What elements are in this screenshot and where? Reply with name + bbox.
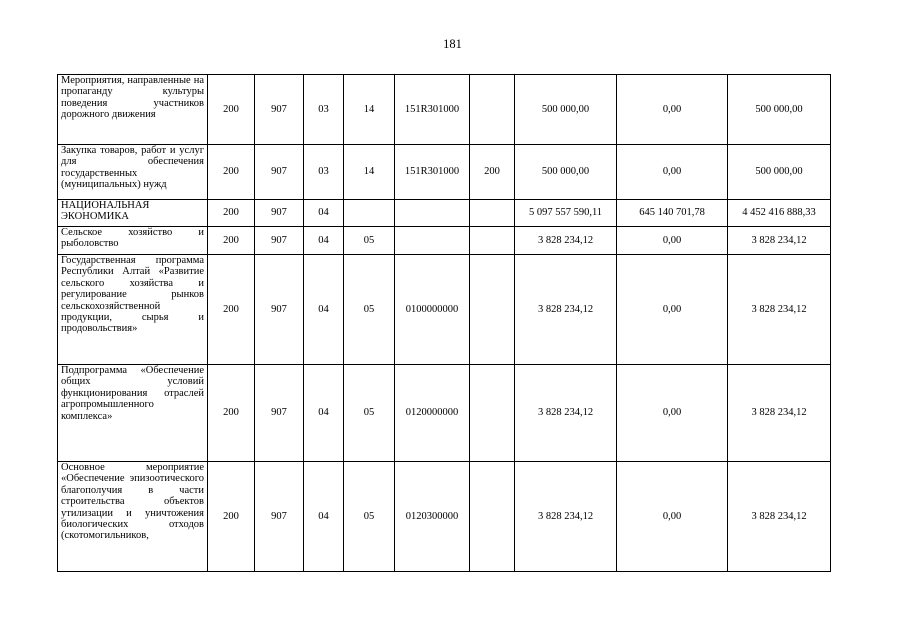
admin-code: 200 — [208, 227, 255, 255]
section-code: 04 — [304, 200, 344, 227]
federal-amount: 645 140 701,78 — [617, 200, 728, 227]
ministry-code: 907 — [255, 75, 304, 145]
expense-type-code — [470, 75, 515, 145]
target-article-code: 0100000000 — [395, 255, 470, 365]
regional-amount: 4 452 416 888,33 — [728, 200, 831, 227]
table-row — [58, 365, 831, 462]
total-amount: 500 000,00 — [515, 75, 617, 145]
section-code: 04 — [304, 255, 344, 365]
ministry-code: 907 — [255, 145, 304, 200]
federal-amount: 0,00 — [617, 227, 728, 255]
federal-amount: 0,00 — [617, 365, 728, 462]
row-name: Подпрограмма «Обеспечение общих условий функционирования отраслей агропромышленного комплекса» — [58, 365, 208, 462]
row-name: Государственная программа Республики Алтай «Развитие сельского хозяйства и регулирование рынков сельскохозяйственной продукции, сырья и продовольствия» — [58, 255, 208, 365]
total-amount: 3 828 234,12 — [515, 462, 617, 572]
section-code: 04 — [304, 462, 344, 572]
section-code: 04 — [304, 365, 344, 462]
target-article-code: 151R301000 — [395, 75, 470, 145]
expense-type-code — [470, 255, 515, 365]
total-amount: 3 828 234,12 — [515, 255, 617, 365]
subsection-code: 05 — [344, 365, 395, 462]
row-name: Основное мероприятие «Обеспечение эпизоотического благополучия в части строительства объектов утилизации и уничтожения биологических отходов (скотомогильников, — [58, 462, 208, 572]
section-code: 03 — [304, 145, 344, 200]
table-row — [58, 227, 831, 255]
total-amount: 500 000,00 — [515, 145, 617, 200]
admin-code: 200 — [208, 200, 255, 227]
expense-type-code — [470, 462, 515, 572]
section-code: 04 — [304, 227, 344, 255]
regional-amount: 500 000,00 — [728, 145, 831, 200]
federal-amount: 0,00 — [617, 145, 728, 200]
regional-amount: 500 000,00 — [728, 75, 831, 145]
subsection-code — [344, 200, 395, 227]
table-row — [58, 75, 831, 145]
subsection-code: 14 — [344, 145, 395, 200]
total-amount: 3 828 234,12 — [515, 365, 617, 462]
ministry-code: 907 — [255, 462, 304, 572]
expense-type-code — [470, 200, 515, 227]
ministry-code: 907 — [255, 227, 304, 255]
admin-code: 200 — [208, 75, 255, 145]
budget-table — [57, 74, 831, 572]
total-amount: 3 828 234,12 — [515, 227, 617, 255]
ministry-code: 907 — [255, 255, 304, 365]
regional-amount: 3 828 234,12 — [728, 227, 831, 255]
subsection-code: 05 — [344, 255, 395, 365]
admin-code: 200 — [208, 255, 255, 365]
expense-type-code — [470, 365, 515, 462]
target-article-code: 0120300000 — [395, 462, 470, 572]
row-name: НАЦИОНАЛЬНАЯ ЭКОНОМИКА — [58, 200, 208, 227]
section-code: 03 — [304, 75, 344, 145]
regional-amount: 3 828 234,12 — [728, 255, 831, 365]
row-name: Сельское хозяйство и рыболовство — [58, 227, 208, 255]
federal-amount: 0,00 — [617, 255, 728, 365]
row-name: Закупка товаров, работ и услуг для обеспечения государственных (муниципальных) нужд — [58, 145, 208, 200]
ministry-code: 907 — [255, 365, 304, 462]
regional-amount: 3 828 234,12 — [728, 365, 831, 462]
expense-type-code: 200 — [470, 145, 515, 200]
subsection-code: 14 — [344, 75, 395, 145]
federal-amount: 0,00 — [617, 462, 728, 572]
federal-amount: 0,00 — [617, 75, 728, 145]
target-article-code: 151R301000 — [395, 145, 470, 200]
subsection-code: 05 — [344, 462, 395, 572]
target-article-code — [395, 227, 470, 255]
table-row — [58, 200, 831, 227]
ministry-code: 907 — [255, 200, 304, 227]
admin-code: 200 — [208, 462, 255, 572]
page-number: 181 — [443, 37, 462, 51]
table-row — [58, 255, 831, 365]
expense-type-code — [470, 227, 515, 255]
table-row — [58, 462, 831, 572]
target-article-code — [395, 200, 470, 227]
row-name: Мероприятия, направленные на пропаганду культуры поведения участников дорожного движения — [58, 75, 208, 145]
admin-code: 200 — [208, 365, 255, 462]
total-amount: 5 097 557 590,11 — [515, 200, 617, 227]
subsection-code: 05 — [344, 227, 395, 255]
table-row — [58, 145, 831, 200]
admin-code: 200 — [208, 145, 255, 200]
target-article-code: 0120000000 — [395, 365, 470, 462]
regional-amount: 3 828 234,12 — [728, 462, 831, 572]
